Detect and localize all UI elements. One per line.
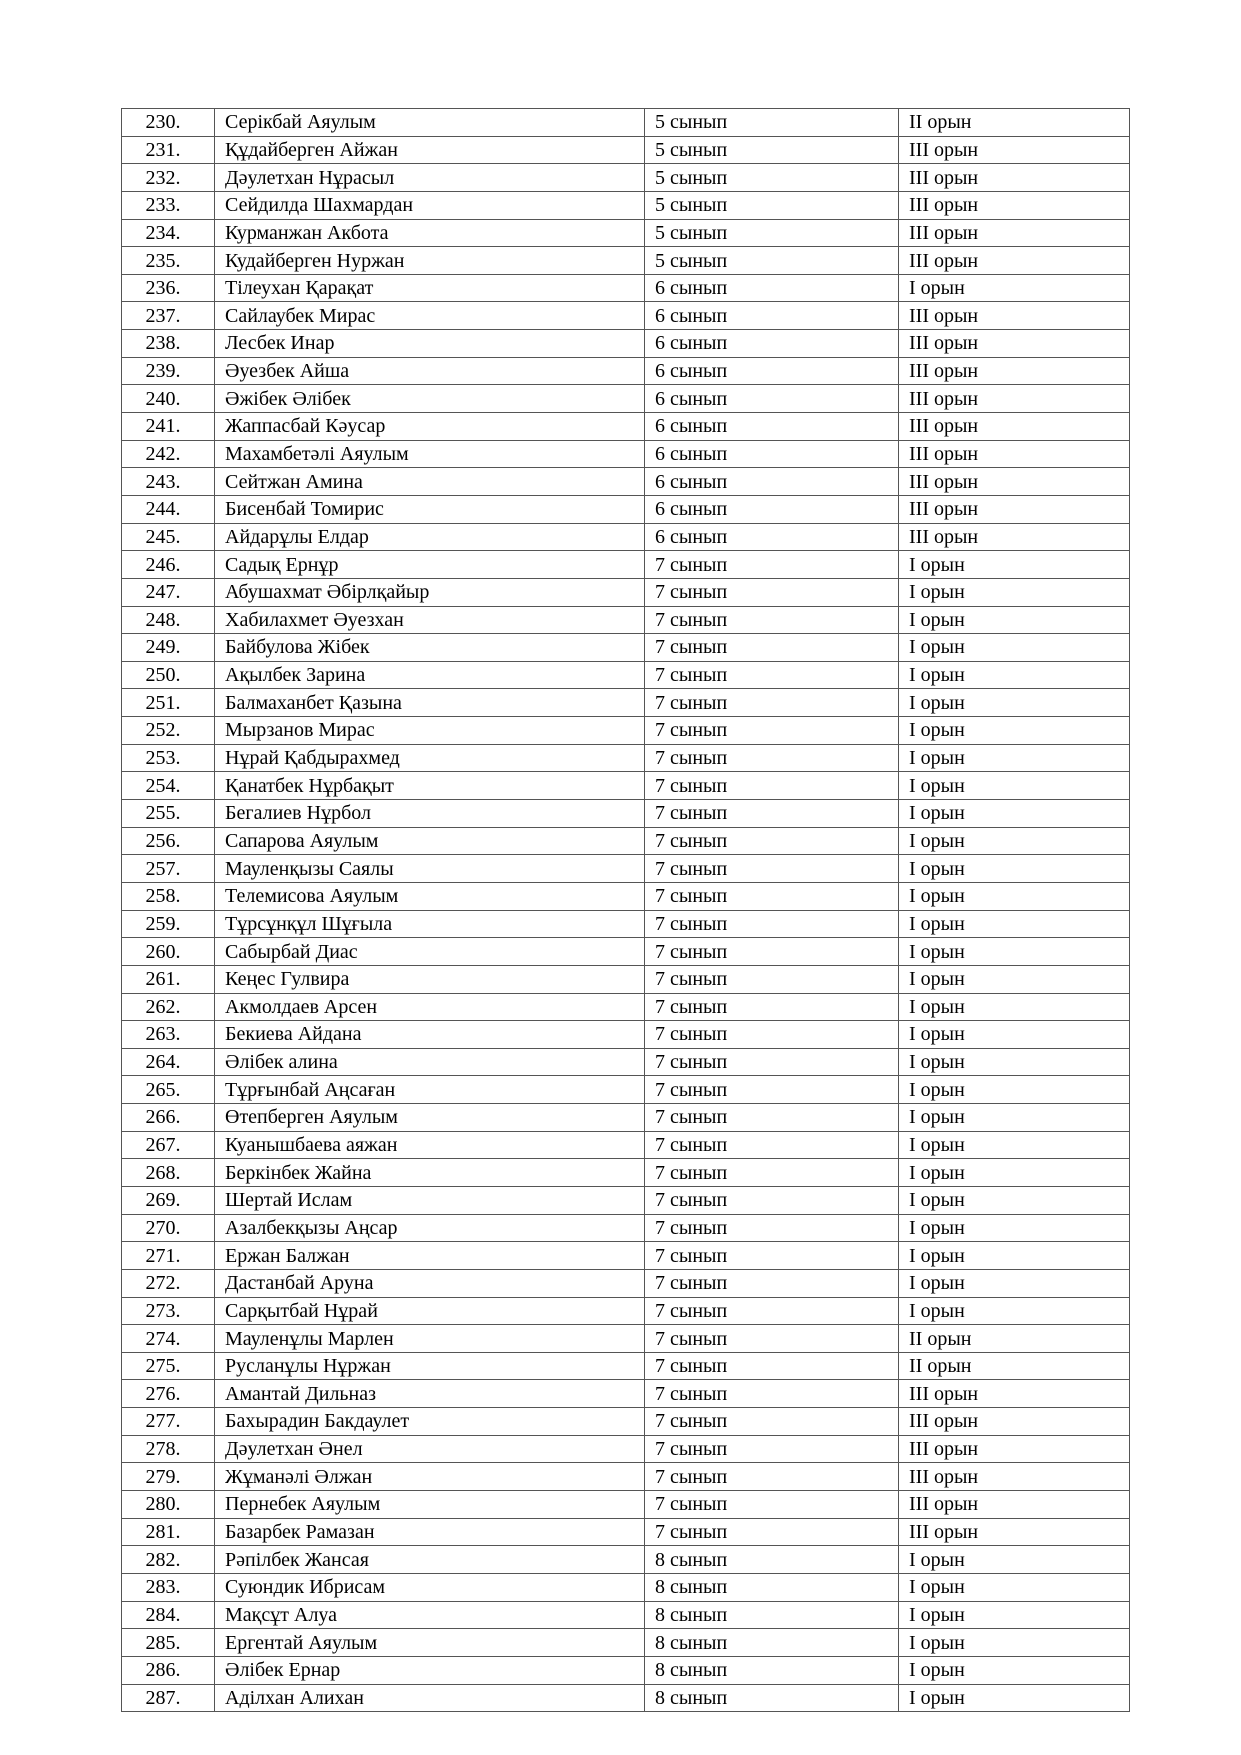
grade-cell: 7 сынып: [645, 1131, 899, 1159]
table-row: [122, 1242, 1130, 1270]
table-row: [122, 302, 1130, 330]
table-row: [122, 717, 1130, 745]
grade-cell: 5 сынып: [645, 191, 899, 219]
table-row: [122, 1518, 1130, 1546]
row-number-cell: 254.: [122, 772, 215, 800]
grade-cell: 7 сынып: [645, 938, 899, 966]
student-name-cell: Әжібек Әлібек: [215, 385, 645, 413]
table-row: [122, 827, 1130, 855]
grade-cell: 7 сынып: [645, 634, 899, 662]
results-table: [121, 108, 1130, 1712]
place-cell: І орын: [899, 910, 1130, 938]
table-row: [122, 1629, 1130, 1657]
table-row: [122, 1656, 1130, 1684]
table-row: [122, 109, 1130, 137]
student-name-cell: Ергентай Аяулым: [215, 1629, 645, 1657]
student-name-cell: Сайлаубек Мирас: [215, 302, 645, 330]
grade-cell: 7 сынып: [645, 1491, 899, 1519]
table-row: [122, 523, 1130, 551]
row-number-cell: 281.: [122, 1518, 215, 1546]
row-number-cell: 249.: [122, 634, 215, 662]
table-row: [122, 1546, 1130, 1574]
place-cell: І орын: [899, 1629, 1130, 1657]
student-name-cell: Байбулова Жібек: [215, 634, 645, 662]
grade-cell: 7 сынып: [645, 1104, 899, 1132]
grade-cell: 8 сынып: [645, 1601, 899, 1629]
row-number-cell: 276.: [122, 1380, 215, 1408]
grade-cell: 7 сынып: [645, 1435, 899, 1463]
student-name-cell: Әуезбек Айша: [215, 357, 645, 385]
row-number-cell: 262.: [122, 993, 215, 1021]
table-row: [122, 1021, 1130, 1049]
grade-cell: 6 сынып: [645, 330, 899, 358]
student-name-cell: Жаппасбай Кәусар: [215, 413, 645, 441]
table-row: [122, 744, 1130, 772]
place-cell: І орын: [899, 1159, 1130, 1187]
row-number-cell: 287.: [122, 1684, 215, 1712]
row-number-cell: 232.: [122, 164, 215, 192]
student-name-cell: Беркінбек Жайна: [215, 1159, 645, 1187]
row-number-cell: 242.: [122, 440, 215, 468]
row-number-cell: 238.: [122, 330, 215, 358]
table-row: [122, 1297, 1130, 1325]
grade-cell: 6 сынып: [645, 413, 899, 441]
student-name-cell: Қанатбек Нұрбақыт: [215, 772, 645, 800]
row-number-cell: 278.: [122, 1435, 215, 1463]
student-name-cell: Пернебек Аяулым: [215, 1491, 645, 1519]
table-row: [122, 1325, 1130, 1353]
grade-cell: 6 сынып: [645, 468, 899, 496]
place-cell: І орын: [899, 1297, 1130, 1325]
student-name-cell: Дәулетхан Нұрасыл: [215, 164, 645, 192]
table-row: [122, 247, 1130, 275]
row-number-cell: 240.: [122, 385, 215, 413]
grade-cell: 7 сынып: [645, 1408, 899, 1436]
place-cell: ІІІ орын: [899, 1491, 1130, 1519]
place-cell: І орын: [899, 551, 1130, 579]
table-row: [122, 274, 1130, 302]
place-cell: ІІІ орын: [899, 247, 1130, 275]
row-number-cell: 233.: [122, 191, 215, 219]
row-number-cell: 261.: [122, 965, 215, 993]
table-row: [122, 413, 1130, 441]
row-number-cell: 230.: [122, 109, 215, 137]
row-number-cell: 259.: [122, 910, 215, 938]
student-name-cell: Кеңес Гулвира: [215, 965, 645, 993]
grade-cell: 7 сынып: [645, 551, 899, 579]
grade-cell: 7 сынып: [645, 965, 899, 993]
row-number-cell: 245.: [122, 523, 215, 551]
grade-cell: 7 сынып: [645, 744, 899, 772]
grade-cell: 5 сынып: [645, 109, 899, 137]
row-number-cell: 256.: [122, 827, 215, 855]
table-row: [122, 606, 1130, 634]
grade-cell: 7 сынып: [645, 661, 899, 689]
place-cell: І орын: [899, 1601, 1130, 1629]
row-number-cell: 253.: [122, 744, 215, 772]
table-row: [122, 1352, 1130, 1380]
grade-cell: 7 сынып: [645, 1242, 899, 1270]
row-number-cell: 257.: [122, 855, 215, 883]
table-row: [122, 800, 1130, 828]
table-row: [122, 910, 1130, 938]
place-cell: І орын: [899, 1021, 1130, 1049]
place-cell: І орын: [899, 1242, 1130, 1270]
place-cell: І орын: [899, 827, 1130, 855]
row-number-cell: 252.: [122, 717, 215, 745]
row-number-cell: 243.: [122, 468, 215, 496]
row-number-cell: 241.: [122, 413, 215, 441]
student-name-cell: Сабырбай Диас: [215, 938, 645, 966]
table-row: [122, 1491, 1130, 1519]
row-number-cell: 248.: [122, 606, 215, 634]
place-cell: І орын: [899, 717, 1130, 745]
place-cell: ІІ орын: [899, 1352, 1130, 1380]
place-cell: ІІІ орын: [899, 191, 1130, 219]
place-cell: І орын: [899, 274, 1130, 302]
student-name-cell: Нұрай Қабдырахмед: [215, 744, 645, 772]
table-row: [122, 385, 1130, 413]
table-row: [122, 357, 1130, 385]
grade-cell: 7 сынып: [645, 1159, 899, 1187]
student-name-cell: Өтепберген Аяулым: [215, 1104, 645, 1132]
grade-cell: 7 сынып: [645, 855, 899, 883]
student-name-cell: Балмаханбет Қазына: [215, 689, 645, 717]
results-table-body: [122, 109, 1130, 1712]
row-number-cell: 270.: [122, 1214, 215, 1242]
grade-cell: 5 сынып: [645, 136, 899, 164]
row-number-cell: 263.: [122, 1021, 215, 1049]
table-row: [122, 1463, 1130, 1491]
student-name-cell: Мауленқызы Саялы: [215, 855, 645, 883]
place-cell: ІІІ орын: [899, 330, 1130, 358]
grade-cell: 7 сынып: [645, 910, 899, 938]
student-name-cell: Әлібек Ернар: [215, 1656, 645, 1684]
row-number-cell: 235.: [122, 247, 215, 275]
student-name-cell: Айдарұлы Елдар: [215, 523, 645, 551]
table-row: [122, 1104, 1130, 1132]
grade-cell: 6 сынып: [645, 440, 899, 468]
grade-cell: 7 сынып: [645, 1297, 899, 1325]
table-row: [122, 136, 1130, 164]
student-name-cell: Серікбай Аяулым: [215, 109, 645, 137]
grade-cell: 7 сынып: [645, 772, 899, 800]
row-number-cell: 255.: [122, 800, 215, 828]
grade-cell: 7 сынып: [645, 1214, 899, 1242]
student-name-cell: Амантай Дильназ: [215, 1380, 645, 1408]
place-cell: ІІІ орын: [899, 219, 1130, 247]
table-row: [122, 1573, 1130, 1601]
grade-cell: 7 сынып: [645, 882, 899, 910]
student-name-cell: Телемисова Аяулым: [215, 882, 645, 910]
table-row: [122, 882, 1130, 910]
table-row: [122, 993, 1130, 1021]
place-cell: ІІІ орын: [899, 413, 1130, 441]
student-name-cell: Бисенбай Томирис: [215, 495, 645, 523]
place-cell: І орын: [899, 1131, 1130, 1159]
place-cell: ІІІ орын: [899, 385, 1130, 413]
student-name-cell: Дастанбай Аруна: [215, 1269, 645, 1297]
place-cell: І орын: [899, 1214, 1130, 1242]
row-number-cell: 285.: [122, 1629, 215, 1657]
place-cell: І орын: [899, 882, 1130, 910]
row-number-cell: 284.: [122, 1601, 215, 1629]
place-cell: І орын: [899, 938, 1130, 966]
row-number-cell: 286.: [122, 1656, 215, 1684]
table-row: [122, 634, 1130, 662]
place-cell: ІІІ орын: [899, 440, 1130, 468]
table-row: [122, 855, 1130, 883]
row-number-cell: 275.: [122, 1352, 215, 1380]
row-number-cell: 280.: [122, 1491, 215, 1519]
place-cell: І орын: [899, 606, 1130, 634]
place-cell: ІІІ орын: [899, 1435, 1130, 1463]
place-cell: І орын: [899, 855, 1130, 883]
place-cell: І орын: [899, 1104, 1130, 1132]
place-cell: ІІ орын: [899, 1325, 1130, 1353]
place-cell: ІІІ орын: [899, 1408, 1130, 1436]
row-number-cell: 251.: [122, 689, 215, 717]
table-row: [122, 965, 1130, 993]
grade-cell: 7 сынып: [645, 1463, 899, 1491]
place-cell: І орын: [899, 1656, 1130, 1684]
row-number-cell: 268.: [122, 1159, 215, 1187]
grade-cell: 5 сынып: [645, 219, 899, 247]
row-number-cell: 269.: [122, 1186, 215, 1214]
grade-cell: 6 сынып: [645, 385, 899, 413]
student-name-cell: Дәулетхан Әнел: [215, 1435, 645, 1463]
table-row: [122, 772, 1130, 800]
row-number-cell: 265.: [122, 1076, 215, 1104]
row-number-cell: 260.: [122, 938, 215, 966]
grade-cell: 7 сынып: [645, 717, 899, 745]
table-row: [122, 1048, 1130, 1076]
student-name-cell: Абушахмат Әбірлқайыр: [215, 578, 645, 606]
row-number-cell: 234.: [122, 219, 215, 247]
grade-cell: 7 сынып: [645, 1076, 899, 1104]
place-cell: ІІІ орын: [899, 302, 1130, 330]
row-number-cell: 273.: [122, 1297, 215, 1325]
row-number-cell: 274.: [122, 1325, 215, 1353]
student-name-cell: Махамбетәлі Аяулым: [215, 440, 645, 468]
table-row: [122, 191, 1130, 219]
table-row: [122, 1131, 1130, 1159]
table-row: [122, 1684, 1130, 1712]
grade-cell: 8 сынып: [645, 1573, 899, 1601]
place-cell: ІІІ орын: [899, 164, 1130, 192]
table-row: [122, 1159, 1130, 1187]
place-cell: І орын: [899, 1048, 1130, 1076]
table-row: [122, 661, 1130, 689]
row-number-cell: 250.: [122, 661, 215, 689]
student-name-cell: Бахырадин Бакдаулет: [215, 1408, 645, 1436]
table-row: [122, 689, 1130, 717]
student-name-cell: Бегалиев Нұрбол: [215, 800, 645, 828]
grade-cell: 6 сынып: [645, 495, 899, 523]
student-name-cell: Акмолдаев Арсен: [215, 993, 645, 1021]
table-row: [122, 1408, 1130, 1436]
student-name-cell: Сапарова Аяулым: [215, 827, 645, 855]
table-row: [122, 219, 1130, 247]
grade-cell: 7 сынып: [645, 578, 899, 606]
grade-cell: 7 сынып: [645, 689, 899, 717]
row-number-cell: 237.: [122, 302, 215, 330]
student-name-cell: Жұманәлі Әлжан: [215, 1463, 645, 1491]
place-cell: І орын: [899, 578, 1130, 606]
grade-cell: 7 сынып: [645, 993, 899, 1021]
row-number-cell: 231.: [122, 136, 215, 164]
student-name-cell: Азалбекқызы Аңсар: [215, 1214, 645, 1242]
grade-cell: 7 сынып: [645, 1325, 899, 1353]
place-cell: ІІІ орын: [899, 1463, 1130, 1491]
place-cell: І орын: [899, 1573, 1130, 1601]
grade-cell: 6 сынып: [645, 302, 899, 330]
grade-cell: 6 сынып: [645, 357, 899, 385]
table-row: [122, 1601, 1130, 1629]
student-name-cell: Кудайберген Нуржан: [215, 247, 645, 275]
row-number-cell: 258.: [122, 882, 215, 910]
table-row: [122, 578, 1130, 606]
grade-cell: 7 сынып: [645, 827, 899, 855]
table-row: [122, 551, 1130, 579]
grade-cell: 8 сынып: [645, 1656, 899, 1684]
table-row: [122, 495, 1130, 523]
row-number-cell: 283.: [122, 1573, 215, 1601]
student-name-cell: Тұрсұнқұл Шұғыла: [215, 910, 645, 938]
grade-cell: 7 сынып: [645, 606, 899, 634]
student-name-cell: Сарқытбай Нұрай: [215, 1297, 645, 1325]
table-row: [122, 1380, 1130, 1408]
place-cell: ІІІ орын: [899, 1518, 1130, 1546]
place-cell: І орын: [899, 744, 1130, 772]
grade-cell: 7 сынып: [645, 1518, 899, 1546]
student-name-cell: Тілеухан Қарақат: [215, 274, 645, 302]
student-name-cell: Рәпілбек Жансая: [215, 1546, 645, 1574]
place-cell: ІІІ орын: [899, 523, 1130, 551]
row-number-cell: 271.: [122, 1242, 215, 1270]
student-name-cell: Әлібек алина: [215, 1048, 645, 1076]
place-cell: І орын: [899, 965, 1130, 993]
student-name-cell: Тұрғынбай Аңсаған: [215, 1076, 645, 1104]
place-cell: І орын: [899, 634, 1130, 662]
row-number-cell: 236.: [122, 274, 215, 302]
grade-cell: 6 сынып: [645, 523, 899, 551]
place-cell: ІІІ орын: [899, 357, 1130, 385]
grade-cell: 7 сынып: [645, 1380, 899, 1408]
row-number-cell: 246.: [122, 551, 215, 579]
student-name-cell: Лесбек Инар: [215, 330, 645, 358]
grade-cell: 7 сынып: [645, 1352, 899, 1380]
grade-cell: 7 сынып: [645, 1269, 899, 1297]
place-cell: І орын: [899, 689, 1130, 717]
grade-cell: 6 сынып: [645, 274, 899, 302]
student-name-cell: Ержан Балжан: [215, 1242, 645, 1270]
student-name-cell: Суюндик Ибрисам: [215, 1573, 645, 1601]
row-number-cell: 264.: [122, 1048, 215, 1076]
place-cell: ІІ орын: [899, 109, 1130, 137]
table-row: [122, 440, 1130, 468]
table-row: [122, 1214, 1130, 1242]
row-number-cell: 239.: [122, 357, 215, 385]
student-name-cell: Садық Ернұр: [215, 551, 645, 579]
student-name-cell: Шертай Ислам: [215, 1186, 645, 1214]
place-cell: ІІІ орын: [899, 136, 1130, 164]
place-cell: ІІІ орын: [899, 495, 1130, 523]
row-number-cell: 244.: [122, 495, 215, 523]
student-name-cell: Куанышбаева аяжан: [215, 1131, 645, 1159]
student-name-cell: Құдайберген Айжан: [215, 136, 645, 164]
grade-cell: 7 сынып: [645, 1186, 899, 1214]
student-name-cell: Базарбек Рамазан: [215, 1518, 645, 1546]
place-cell: І орын: [899, 1186, 1130, 1214]
student-name-cell: Сейдилда Шахмардан: [215, 191, 645, 219]
place-cell: І орын: [899, 993, 1130, 1021]
grade-cell: 8 сынып: [645, 1684, 899, 1712]
place-cell: І орын: [899, 1076, 1130, 1104]
row-number-cell: 277.: [122, 1408, 215, 1436]
row-number-cell: 266.: [122, 1104, 215, 1132]
student-name-cell: Русланұлы Нұржан: [215, 1352, 645, 1380]
table-row: [122, 1076, 1130, 1104]
place-cell: І орын: [899, 1269, 1130, 1297]
place-cell: І орын: [899, 1546, 1130, 1574]
grade-cell: 7 сынып: [645, 1021, 899, 1049]
grade-cell: 5 сынып: [645, 247, 899, 275]
place-cell: ІІІ орын: [899, 1380, 1130, 1408]
row-number-cell: 279.: [122, 1463, 215, 1491]
row-number-cell: 267.: [122, 1131, 215, 1159]
grade-cell: 7 сынып: [645, 1048, 899, 1076]
place-cell: І орын: [899, 661, 1130, 689]
place-cell: І орын: [899, 800, 1130, 828]
grade-cell: 5 сынып: [645, 164, 899, 192]
row-number-cell: 247.: [122, 578, 215, 606]
grade-cell: 7 сынып: [645, 800, 899, 828]
table-row: [122, 1186, 1130, 1214]
student-name-cell: Курманжан Акбота: [215, 219, 645, 247]
student-name-cell: Мырзанов Мирас: [215, 717, 645, 745]
student-name-cell: Хабилахмет Әуезхан: [215, 606, 645, 634]
place-cell: ІІІ орын: [899, 468, 1130, 496]
place-cell: І орын: [899, 1684, 1130, 1712]
table-row: [122, 330, 1130, 358]
student-name-cell: Ақылбек Зарина: [215, 661, 645, 689]
place-cell: І орын: [899, 772, 1130, 800]
row-number-cell: 272.: [122, 1269, 215, 1297]
grade-cell: 8 сынып: [645, 1629, 899, 1657]
student-name-cell: Сейтжан Амина: [215, 468, 645, 496]
grade-cell: 8 сынып: [645, 1546, 899, 1574]
student-name-cell: Мақсұт Алуа: [215, 1601, 645, 1629]
table-row: [122, 938, 1130, 966]
table-row: [122, 1269, 1130, 1297]
student-name-cell: Аділхан Алихан: [215, 1684, 645, 1712]
student-name-cell: Бекиева Айдана: [215, 1021, 645, 1049]
table-row: [122, 468, 1130, 496]
student-name-cell: Мауленұлы Марлен: [215, 1325, 645, 1353]
table-row: [122, 164, 1130, 192]
row-number-cell: 282.: [122, 1546, 215, 1574]
table-row: [122, 1435, 1130, 1463]
